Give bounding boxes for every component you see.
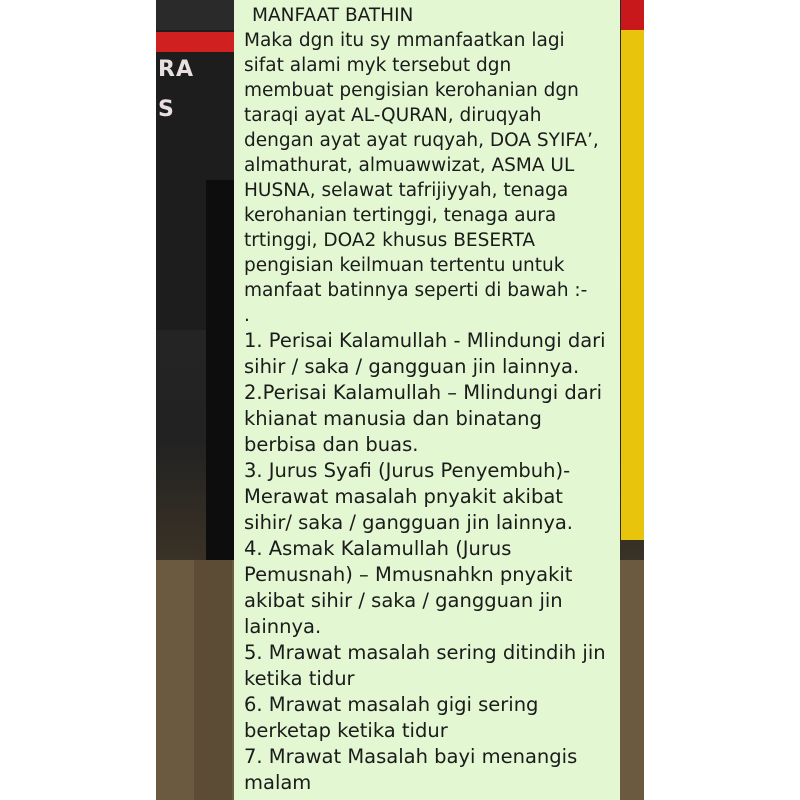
red-banner-trim [621,0,644,30]
benefit-item: 2.Perisai Kalamullah – Mlindungi dari khianat manusia dan binatang berbisa dan buas. [244,381,603,456]
red-trim [156,32,236,52]
note-panel [234,0,620,800]
benefit-item: 5. Mrawat masalah sering ditindih jin ketika tidur [244,641,606,690]
background-sign-text: RA S [158,57,194,122]
benefit-item: 4. Asmak Kalamullah (Jurus Pemusnah) – Mmusnahkn pnyakit akibat sihir / saka / gangguan jin lainnya. [244,537,573,638]
note-intro: Maka dgn itu sy mmanfaatkan lagi sifat alami myk tersebut dgn membuat pengisian kerohanian dgn taraqi ayat AL-QURAN, diruqyah dengan ayat ayat ruqyah, DOA SYIFA’, almathurat, almuawwizat, ASMA UL HUSNA, selawat tafrijiyyah, tenaga kerohanian tertinggi, tenaga aura trtinggi, DOA2 khusus BESERTA pengisian keilmuan tertentu untuk manfaat batinnya seperti di bawah :- . [244,30,599,326]
note-title: MANFAAT BATHIN [252,5,414,26]
benefit-item: 7. Mrawat Masalah bayi menangis malam [244,745,578,794]
yellow-banner [621,0,644,540]
benefit-item: 3. Jurus Syafi (Jurus Penyembuh)- Merawat masalah pnyakit akibat sihir/ saka / gangguan jin lainnya. [244,459,574,534]
person-figure [206,180,236,600]
benefit-item: 6. Mrawat masalah gigi sering berketap ketika tidur [244,693,539,742]
benefit-item: 1. Perisai Kalamullah - Mlindungi dari sihir / saka / gangguan jin lainnya. [244,329,606,378]
benefit-list [244,328,620,796]
